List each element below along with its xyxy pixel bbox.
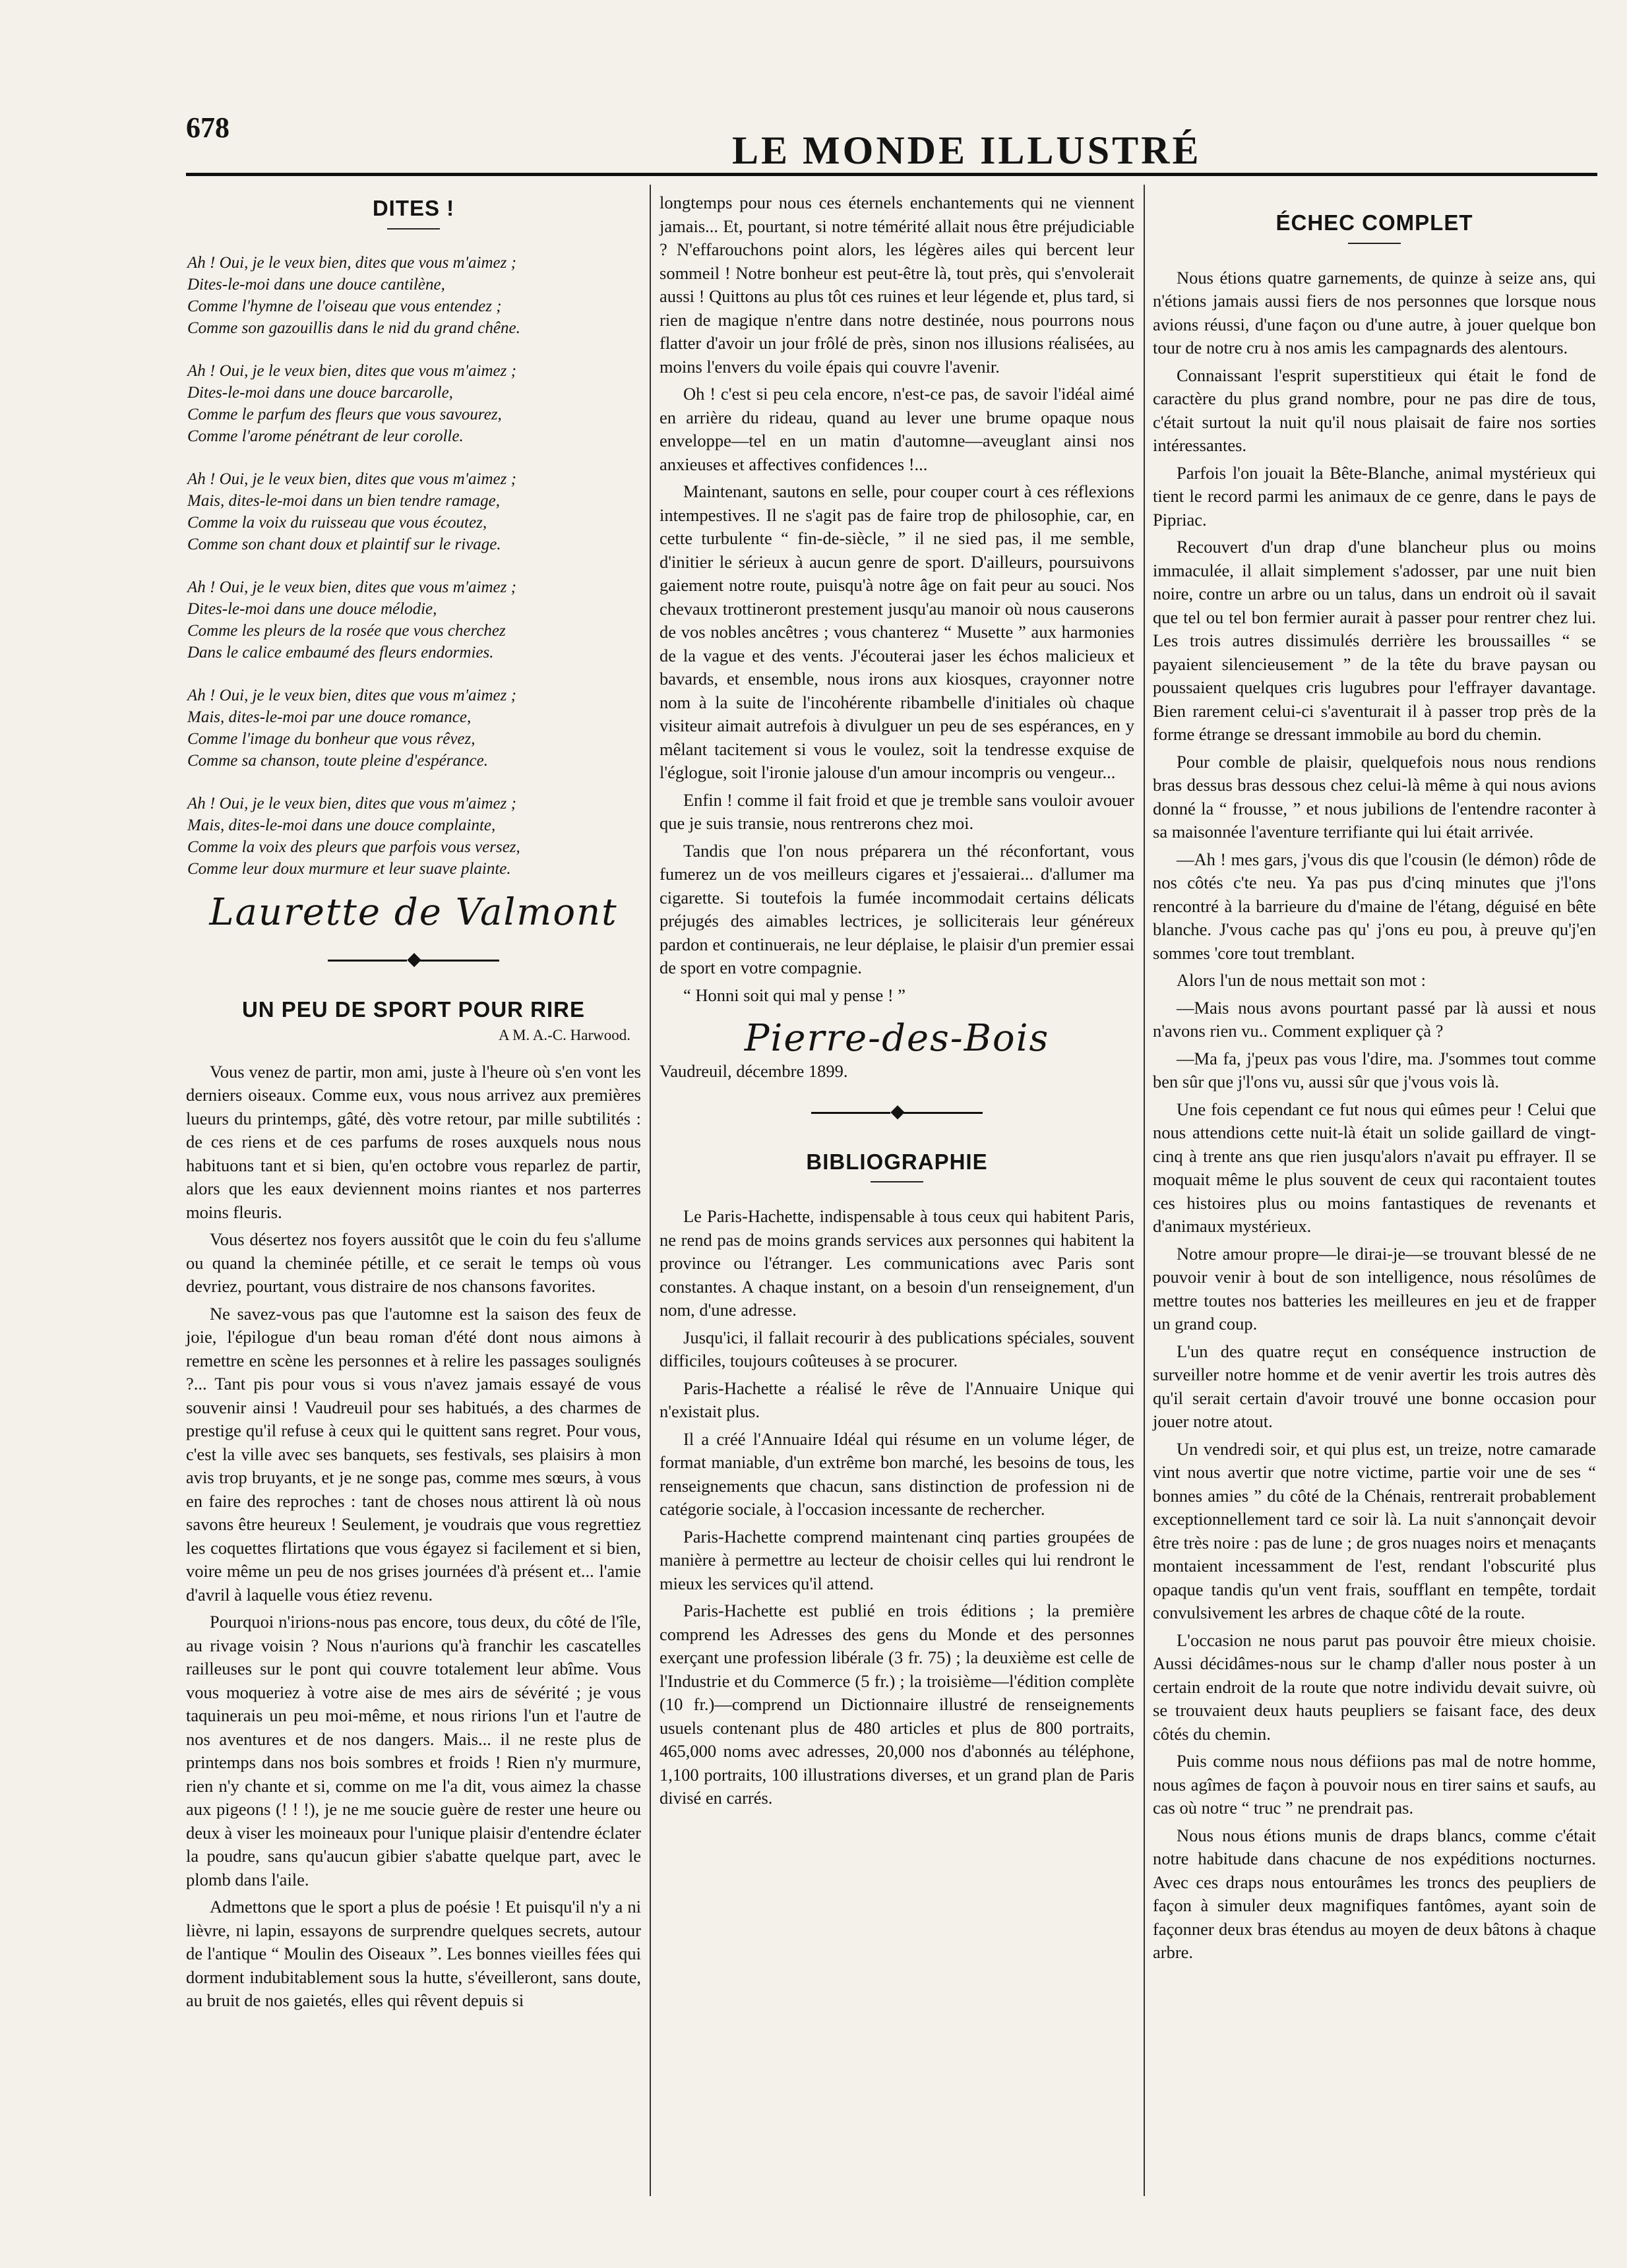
poem-title: DITES ! bbox=[372, 196, 455, 220]
paragraph: Connaissant l'esprit superstitieux qui était le fond de caractère du plus grand nombre, pour ne pas dire de tous, c'était surtout la nuit qu'il nous plaisait de faire nos sorties intéressantes. bbox=[1153, 365, 1596, 455]
story-title: ÉCHEC COMPLET bbox=[1275, 210, 1473, 235]
column-divider bbox=[650, 185, 651, 2196]
paragraph: L'un des quatre reçut en conséquence instruction de surveiller notre homme et de venir avertir les trois autres dès qu'il serait certain d'avoir trouvé une bonne occasion pour jouer notre atout. bbox=[1153, 1341, 1596, 1431]
poem-stanza: Ah ! Oui, je le veux bien, dites que vous m'aimez ; Mais, dites-le-moi par une douce romance, Comme l'image du bonheur que vous rêvez, Comme sa chanson, toute pleine d'espérance. bbox=[187, 686, 516, 770]
journal-title: LE MONDE ILLUSTRÉ bbox=[732, 129, 1202, 172]
column-divider bbox=[1144, 185, 1145, 2196]
paragraph: Enfin ! comme il fait froid et que je tremble sans vouloir avouer que je suis transie, nous rentrerons chez moi. bbox=[660, 789, 1134, 833]
ornament-divider: ◆ bbox=[186, 948, 641, 971]
poem-stanza: Ah ! Oui, je le veux bien, dites que vous m'aimez ; Mais, dites-le-moi dans une douce complainte, Comme la voix des pleurs que parfois vous versez, Comme leur doux murmure et leur suave plainte. bbox=[187, 794, 520, 878]
header-rule bbox=[186, 173, 1597, 176]
ornament-divider: ◆ bbox=[660, 1100, 1134, 1124]
bibliography-title: BIBLIOGRAPHIE bbox=[806, 1149, 988, 1174]
page-number: 678 bbox=[186, 111, 230, 144]
paragraph: Le Paris-Hachette, indispensable à tous ceux qui habitent Paris, ne rend pas de moins grands services aux personnes qui habitent la province ou l'étranger. Les communications avec Paris sont constantes. A chaque instant, on a besoin d'un renseignement, d'un nom, d'une adresse. bbox=[660, 1206, 1134, 1320]
paragraph: Paris-Hachette est publié en trois éditions ; la première comprend les Adresses des gens du Monde et des personnes exerçant une profession libérale (3 fr. 75) ; la deuxième est celle de l'Industrie et du Commerce (5 fr.) ; la troisième—l'édition complète (10 fr.)—comprend un Dictionnaire illustré de renseignements usuels contenant plus de 480 articles et plus de 800 portraits, 465,000 noms avec adresses, 20,000 nos d'abonnés au téléphone, 1,100 portraits, 100 illustrations diverses, et un grand plan de Paris divisé en carrés. bbox=[660, 1601, 1134, 1808]
paragraph: Maintenant, sautons en selle, pour couper court à ces réflexions intempestives. Il ne s'agit pas de faire trop de philosophie, car, en cette turbulente “ fin-de-siècle, ” il ne sied pas, il me semble, d'initier le sérieux à aucun genre de sport. D'ailleurs, poursuivons gaiement notre route, puisqu'à notre âge on fait peur au souci. Nos chevaux trottineront prestement jusqu'au manoir où nous causerons de vos nobles ancêtres ; vous chanterez “ Musette ” aux harmonies de la vague et des vents. J'écouterai jaser les échos malicieux et bavards, et ensemble, nous irons aux kiosques, crayonner notre nom à la suite de l'incohérente ribambelle d'initiales où chaque visiteur aimait autrefois à divulguer un peu de ses espérances, en y mêlant tacitement si vous le voulez, soit la tendresse exquise de l'églogue, soit l'ironie jalouse d'un amour incompris ou vengeur... bbox=[660, 481, 1134, 782]
paragraph: Recouvert d'un drap d'une blancheur plus ou moins immaculée, il allait simplement s'adosser, par une nuit bien noire, contre un arbre ou un talus, dans un endroit où il savait que tel ou tel bon fermier aurait à passer pour rentrer chez lui. Les trois autres dissimulés derrière les broussailles “ se payaient silencieusement ” de la tête du brave paysan ou poussaient quelques cris lugubres pour l'effrayer davantage. Bien rarement celui-ci s'aventurait il à passer trop près de la forme étrange se dressant immobile au bord du chemin. bbox=[1153, 537, 1596, 744]
paragraph: —Ma fa, j'peux pas vous l'dire, ma. J'sommes tout comme ben sûr que j'l'ons vu, aussi sûr que j'vous vois là. bbox=[1153, 1048, 1596, 1091]
paragraph: Pourquoi n'irions-nous pas encore, tous deux, du côté de l'île, au rivage voisin ? Nous n'aurions qu'à franchir les cascatelles railleuses sur le pont qui couvre totalement leur abîme. Vous vous moqueriez à votre aise de mes airs de sévérité ; je vous taquinerais un peu moi-même, et nous ririons l'un et l'autre de nos aventures et de nos dangers. Mais... il ne reste plus de printemps dans nos bois sombres et froids ! Rien n'y murmure, rien n'y chante et si, comme on me l'a dit, vous aimez la chasse aux pigeons (! ! !), je ne me soucie guère de rester une heure ou deux à viser les moineaux pour l'unique plaisir d'entendre éclater la poudre, sans qu'aucun gibier s'abatte quelque part, avec le plomb dans l'aile. bbox=[186, 1612, 641, 1889]
poem-stanza: Ah ! Oui, je le veux bien, dites que vous m'aimez ; Dites-le-moi dans une douce barcarolle, Comme le parfum des fleurs que vous savourez, Comme l'arome pénétrant de leur corolle. bbox=[187, 361, 516, 445]
poem bbox=[187, 252, 641, 880]
article-dedication: A M. A.-C. Harwood. bbox=[499, 1027, 630, 1043]
paragraph: Paris-Hachette a réalisé le rêve de l'Annuaire Unique qui n'existait plus. bbox=[660, 1378, 1134, 1421]
paragraph: “ Honni soit qui mal y pense ! ” bbox=[683, 985, 906, 1005]
paragraph: Puis comme nous nous défiions pas mal de notre homme, nous agîmes de façon à pouvoir nous en tirer sains et saufs, au cas où notre “ truc ” ne prendrait pas. bbox=[1153, 1751, 1596, 1818]
paragraph: Paris-Hachette comprend maintenant cinq parties groupées de manière à permettre au lecteur de choisir celles qui lui rendront le mieux les services qu'il attend. bbox=[660, 1526, 1134, 1593]
paragraph: Notre amour propre—le dirai-je—se trouvant blessé de ne pouvoir venir à bout de son intelligence, nous résolûmes de mettre toutes nos batteries les meilleures en jeu et de frapper un grand coup. bbox=[1153, 1243, 1596, 1333]
paragraph: Ne savez-vous pas que l'automne est la saison des feux de joie, l'épilogue d'un beau roman d'été dont nous aimons à remettre en scène les personnes et à relire les passages soulignés ?... Tant pis pour vous si vous n'avez jamais essayé de vous souvenir ainsi ! Vaudreuil pour ses habitués, a des charmes de prestige qu'il refuse à ceux qui le quittent sans regret. Pour vous, c'est la ville avec ses banquets, ses festivals, ses plaisirs à mon avis trop bruyants, et je ne songe pas, comme mes sœurs, à vous en faire des reproches : tant de choses nous attirent là où nous savons être heureux ! Seulement, je voudrais que vous regrettiez les coquettes flirtations que vous égayez si facilement et si bien, voire même un peu de nos grises journées d'à présent et... l'amie d'avril à laquelle vous étiez revenu. bbox=[186, 1303, 641, 1605]
paragraph: Vous désertez nos foyers aussitôt que le coin du feu s'allume ou quand la cheminée pétille, et ce serait le temps où vous devriez, pourtant, vous distraire de nos chansons favorites. bbox=[186, 1229, 641, 1296]
paragraph: Tandis que l'on nous préparera un thé réconfortant, vous fumerez un de vos meilleurs cigares et j'essaierai... d'allumer ma cigarette. Si toutefois la fumée incommodait certains délicats préjugés des aimables lectrices, je solliciterais leur généreux pardon et continuerais, ne leur déplaise, le plaisir d'un premier essai de sport en votre compagnie. bbox=[660, 840, 1134, 977]
paragraph: Alors l'un de nous mettait son mot : bbox=[1177, 970, 1426, 990]
poem-stanza: Ah ! Oui, je le veux bien, dites que vous m'aimez ; Dites-le-moi dans une douce mélodie, Comme les pleurs de la rosée que vous cherchez Dans le calice embaumé des fleurs endormies. bbox=[187, 578, 516, 661]
paragraph: Jusqu'ici, il fallait recourir à des publications spéciales, souvent difficiles, toujours coûteuses à se procurer. bbox=[660, 1327, 1134, 1370]
poem-signature: Laurette de Valmont bbox=[209, 890, 618, 934]
paragraph: Nous nous étions munis de draps blancs, comme c'était notre habitude dans chacune de nos expéditions nocturnes. Avec ces draps nous entourâmes les troncs des peupliers de façon à simuler deux magnifiques fantômes, ayant soin de façonner deux bras étendus au moyen de deux bâtons à chaque arbre. bbox=[1153, 1825, 1596, 1962]
paragraph: Parfois l'on jouait la Bête-Blanche, animal mystérieux qui tient le record parmi les animaux de ce genre, dans le pays de Pipriac. bbox=[1153, 462, 1596, 530]
paragraph: longtemps pour nous ces éternels enchantements qui ne viennent jamais... Et, pourtant, si notre témérité allait nous être préjudiciable ? N'effarouchons point alors, les légères ailes qui bercent leur sommeil ! Notre bonheur est peut-être là, tout près, qui s'envolerait aussi ! Quittons au plus tôt ces ruines et leur légende et, plus tard, si rien de magique n'entre dans notre destinée, nous pourrons nous flatter d'avoir un jour frôlé de près, sinon nos illusions réalisées, au moins l'envers du voile épais qui couvre l'avenir. bbox=[660, 193, 1134, 377]
paragraph: Admettons que le sport a plus de poésie ! Et puisqu'il n'y a ni lièvre, ni lapin, essayons de surprendre quelques secrets, autour de l'antique “ Moulin des Oiseaux ”. Les bonnes vieilles fées qui dorment indubitablement sous la hutte, s'éveilleront, sans doute, au bruit de nos gaietés, elles qui rêvent depuis si bbox=[186, 1897, 641, 2010]
paragraph: Pour comble de plaisir, quelquefois nous nous rendions bras dessus bras dessous chez celui-là même à qui nous avions donné la “ frousse, ” et nous jubilions de l'entendre raconter à sa maisonnée l'aventure terrifiante qui lui était arrivée. bbox=[1153, 751, 1596, 842]
paragraph: Nous étions quatre garnements, de quinze à seize ans, qui n'étions jamais aussi fiers de nos personnes que lorsque nous avions réussi, d'une façon ou d'une autre, à jouer quelque bon tour de notre cru à nos amis les campagnards des alentours. bbox=[1153, 267, 1596, 357]
paragraph: L'occasion ne nous parut pas pouvoir être mieux choisie. Aussi décidâmes-nous sur le champ d'aller nous poster à un certain endroit de la route que notre individu devait suivre, où se trouvaient deux hauts peupliers se faisant face, des deux côtés du chemin. bbox=[1153, 1630, 1596, 1744]
paragraph: —Mais nous avons pourtant passé par là aussi et nous n'avons rien vu.. Comment expliquer çà ? bbox=[1153, 997, 1596, 1041]
paragraph: —Ah ! mes gars, j'vous dis que l'cousin (le démon) rôde de nos côtés c'te neu. Ya pas pus d'cinq minutes que j'l'ons rencontré à la barrieure du d'maine de l'étang, déguisé en bête blanche. J'vous cache pas qu' j'ons eu pou, à preuve qu'j'en sommes 'core tout tremblant. bbox=[1153, 849, 1596, 963]
column-2 bbox=[660, 191, 1134, 1810]
paragraph: Oh ! c'est si peu cela encore, n'est-ce pas, de savoir l'idéal aimé en arrière du rideau, quand au lever une brume opaque nous enveloppe—tel en un matin d'automne—aveuglant ainsi nos anxieuses et affectives confidences !... bbox=[660, 384, 1134, 474]
article-title: UN PEU DE SPORT POUR RIRE bbox=[241, 996, 586, 1022]
column-1 bbox=[186, 191, 641, 2013]
paragraph: Vous venez de partir, mon ami, juste à l'heure où s'en vont les derniers oiseaux. Comme eux, vous nous arrivez aux premières lueurs du printemps, gâté, dès votre retour, par mille subtilités : de ces riens et de ces parfums de roses auxquels nous nous habituons tant et si bien, qu'en octobre vous reparlez de partir, alors que les eaux deviennent moins riantes et nos parterres moins fleuris. bbox=[186, 1061, 641, 1222]
article-signature: Pierre-des-Bois bbox=[744, 1017, 1050, 1060]
poem-stanza: Ah ! Oui, je le veux bien, dites que vous m'aimez ; Mais, dites-le-moi dans un bien tendre ramage, Comme la voix du ruisseau que vous écoutez, Comme son chant doux et plaintif sur le rivage. bbox=[187, 470, 516, 553]
poem-stanza: Ah ! Oui, je le veux bien, dites que vous m'aimez ; Dites-le-moi dans une douce cantilène, Comme l'hymne de l'oiseau que vous entendez ; Comme son gazouillis dans le nid du grand chêne. bbox=[187, 253, 520, 337]
column-3 bbox=[1153, 191, 1596, 1965]
paragraph: Il a créé l'Annuaire Idéal qui résume en un volume léger, de format maniable, d'un extrême bon marché, les besoins de tous, les renseignements que chacun, sans distinction de profession ni de catégorie sociale, à l'occasion incessante de rechercher. bbox=[660, 1428, 1134, 1519]
paragraph: Un vendredi soir, et qui plus est, un treize, notre camarade vint nous avertir que notre victime, partie voir une de ses “ bonnes amies ” du côté de la Chénais, rentrerait probablement exceptionnellement tard ce soir là. La nuit s'annonçait devoir être très noire : pas de lune ; de gros nuages noirs et menaçants montaient incessamment de l'est, rendant l'obscurité plus opaque tandis qu'un vent frais, soufflant en tempête, tordait convulsivement les arbres de chaque côté de la route. bbox=[1153, 1438, 1596, 1622]
place-date: Vaudreuil, décembre 1899. bbox=[660, 1060, 848, 1081]
paragraph: Une fois cependant ce fut nous qui eûmes peur ! Celui que nous attendions cette nuit-là était un solide gaillard de vingt-cinq à trente ans que rien jusqu'alors n'avait pu effrayer. Il se moquait même le plus souvent de ceux qui racontaient toutes ces histoires plus ou moins fantastiques de revenants et d'animaux mystérieux. bbox=[1153, 1099, 1596, 1236]
